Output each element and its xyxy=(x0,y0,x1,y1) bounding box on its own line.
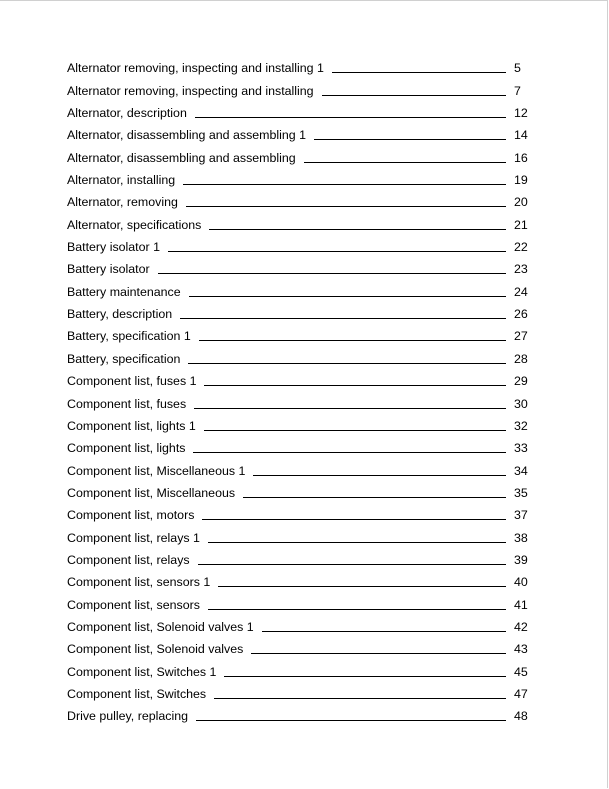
toc-entry-page-number[interactable]: 30 xyxy=(514,396,528,411)
toc-entry[interactable] xyxy=(67,523,527,545)
toc-entry-page-number[interactable]: 12 xyxy=(514,106,528,121)
toc-leader-line xyxy=(202,519,506,520)
toc-leader-line xyxy=(208,542,506,543)
toc-entry-title[interactable]: Alternator, description xyxy=(67,106,187,121)
toc-entry[interactable] xyxy=(67,568,527,590)
toc-entry-title[interactable]: Drive pulley, replacing xyxy=(67,709,188,724)
toc-entry-page-number[interactable]: 41 xyxy=(514,597,528,612)
toc-leader-line xyxy=(262,631,506,632)
toc-entry-page-number[interactable]: 48 xyxy=(514,709,528,724)
toc-entry[interactable] xyxy=(67,121,527,143)
toc-entry-page-number[interactable]: 29 xyxy=(514,374,528,389)
toc-leader-line xyxy=(193,452,506,453)
toc-leader-line xyxy=(332,72,506,73)
toc-entry[interactable] xyxy=(67,322,527,344)
toc-leader-line xyxy=(204,385,506,386)
toc-entry[interactable] xyxy=(67,680,527,702)
toc-entry-title[interactable]: Component list, lights 1 xyxy=(67,418,196,433)
toc-entry-page-number[interactable]: 20 xyxy=(514,195,528,210)
toc-entry[interactable] xyxy=(67,501,527,523)
toc-leader-line xyxy=(214,698,506,699)
toc-entry-title[interactable]: Battery isolator xyxy=(67,262,150,277)
toc-entry-title[interactable]: Alternator, removing xyxy=(67,195,178,210)
toc-entry-title[interactable]: Battery maintenance xyxy=(67,284,181,299)
toc-leader-line xyxy=(218,586,506,587)
toc-entry-title[interactable]: Alternator, installing xyxy=(67,173,176,188)
toc-entry-page-number[interactable]: 16 xyxy=(514,150,528,165)
toc-entry[interactable] xyxy=(67,344,527,366)
toc-leader-line xyxy=(158,273,506,274)
toc-entry[interactable] xyxy=(67,188,527,210)
toc-entry[interactable] xyxy=(67,300,527,322)
toc-entry-title[interactable]: Component list, Solenoid valves 1 xyxy=(67,619,254,634)
toc-entry-page-number[interactable]: 24 xyxy=(514,284,528,299)
toc-entry-title[interactable]: Component list, relays xyxy=(67,552,190,567)
toc-entry-page-number[interactable]: 28 xyxy=(514,351,528,366)
toc-entry-page-number[interactable]: 7 xyxy=(514,83,521,98)
toc-leader-line xyxy=(322,95,506,96)
toc-entry-page-number[interactable]: 43 xyxy=(514,642,528,657)
toc-entry-page-number[interactable]: 35 xyxy=(514,485,528,500)
toc-entry[interactable] xyxy=(67,434,527,456)
toc-entry[interactable] xyxy=(67,590,527,612)
toc-entry[interactable] xyxy=(67,456,527,478)
toc-leader-line xyxy=(196,720,506,721)
table-of-contents xyxy=(67,54,527,724)
toc-entry-page-number[interactable]: 34 xyxy=(514,463,528,478)
toc-entry[interactable] xyxy=(67,277,527,299)
toc-entry-page-number[interactable]: 38 xyxy=(514,530,528,545)
toc-entry-title[interactable]: Component list, sensors xyxy=(67,597,200,612)
toc-entry[interactable] xyxy=(67,210,527,232)
toc-leader-line xyxy=(304,162,506,163)
toc-leader-line xyxy=(253,475,506,476)
toc-entry-page-number[interactable]: 14 xyxy=(514,128,528,143)
toc-entry[interactable] xyxy=(67,412,527,434)
toc-entry-title[interactable]: Component list, Miscellaneous xyxy=(67,485,236,500)
toc-leader-line xyxy=(208,609,506,610)
toc-entry-title[interactable]: Component list, relays 1 xyxy=(67,530,200,545)
toc-leader-line xyxy=(204,430,506,431)
toc-entry-title[interactable]: Component list, sensors 1 xyxy=(67,575,211,590)
toc-leader-line xyxy=(314,139,506,140)
toc-entry-page-number[interactable]: 39 xyxy=(514,552,528,567)
toc-entry[interactable] xyxy=(67,76,527,98)
toc-entry[interactable] xyxy=(67,546,527,568)
toc-entry-title[interactable]: Component list, fuses xyxy=(67,396,187,411)
toc-leader-line xyxy=(195,117,506,118)
toc-entry[interactable] xyxy=(67,143,527,165)
toc-entry-page-number[interactable]: 47 xyxy=(514,686,528,701)
toc-entry-title[interactable]: Alternator, disassembling and assembling 1 xyxy=(67,128,306,143)
toc-entry[interactable] xyxy=(67,635,527,657)
toc-entry-title[interactable]: Battery, specification 1 xyxy=(67,329,191,344)
toc-entry-title[interactable]: Battery, description xyxy=(67,307,173,322)
toc-entry-title[interactable]: Alternator, disassembling and assembling xyxy=(67,150,296,165)
toc-leader-line xyxy=(251,653,506,654)
toc-entry-page-number[interactable]: 37 xyxy=(514,508,528,523)
toc-leader-line xyxy=(188,363,506,364)
toc-entry-title[interactable]: Battery, specification xyxy=(67,351,181,366)
toc-leader-line xyxy=(183,184,506,185)
toc-leader-line xyxy=(189,296,506,297)
toc-entry-page-number[interactable]: 40 xyxy=(514,575,528,590)
toc-entry-title[interactable]: Alternator removing, inspecting and installing 1 xyxy=(67,61,324,76)
toc-entry-title[interactable]: Component list, motors xyxy=(67,508,195,523)
toc-entry[interactable] xyxy=(67,702,527,724)
toc-entry[interactable] xyxy=(67,166,527,188)
toc-entry[interactable] xyxy=(67,255,527,277)
toc-leader-line xyxy=(168,251,506,252)
toc-entry-title[interactable]: Component list, fuses 1 xyxy=(67,374,197,389)
toc-entry-page-number[interactable]: 45 xyxy=(514,664,528,679)
toc-entry-page-number[interactable]: 5 xyxy=(514,61,521,76)
toc-entry-page-number[interactable]: 27 xyxy=(514,329,528,344)
toc-entry-title[interactable]: Component list, Solenoid valves xyxy=(67,642,244,657)
toc-entry[interactable] xyxy=(67,54,527,76)
toc-entry[interactable] xyxy=(67,389,527,411)
toc-entry[interactable] xyxy=(67,367,527,389)
toc-entry-title[interactable]: Component list, lights xyxy=(67,441,186,456)
toc-entry-page-number[interactable]: 22 xyxy=(514,240,528,255)
toc-leader-line xyxy=(209,229,506,230)
toc-leader-line xyxy=(180,318,506,319)
toc-entry[interactable] xyxy=(67,657,527,679)
toc-entry[interactable] xyxy=(67,613,527,635)
toc-entry-page-number[interactable]: 19 xyxy=(514,173,528,188)
toc-entry-title[interactable]: Component list, Miscellaneous 1 xyxy=(67,463,246,478)
toc-entry-page-number[interactable]: 23 xyxy=(514,262,528,277)
toc-entry-title[interactable]: Battery isolator 1 xyxy=(67,240,160,255)
toc-entry-page-number[interactable]: 33 xyxy=(514,441,528,456)
toc-leader-line xyxy=(194,408,506,409)
toc-leader-line xyxy=(199,340,506,341)
toc-entry[interactable] xyxy=(67,233,527,255)
toc-entry-title[interactable]: Component list, Switches 1 xyxy=(67,664,217,679)
toc-entry[interactable] xyxy=(67,99,527,121)
toc-entry-title[interactable]: Component list, Switches xyxy=(67,686,207,701)
toc-entry-page-number[interactable]: 26 xyxy=(514,307,528,322)
toc-entry-page-number[interactable]: 42 xyxy=(514,619,528,634)
toc-entry-title[interactable]: Alternator, specifications xyxy=(67,217,202,232)
toc-leader-line xyxy=(186,206,506,207)
toc-entry[interactable] xyxy=(67,479,527,501)
toc-entry-title[interactable]: Alternator removing, inspecting and installing xyxy=(67,83,314,98)
toc-leader-line xyxy=(243,497,506,498)
toc-leader-line xyxy=(198,564,506,565)
toc-leader-line xyxy=(224,676,506,677)
toc-entry-page-number[interactable]: 21 xyxy=(514,217,528,232)
toc-entry-page-number[interactable]: 32 xyxy=(514,418,528,433)
